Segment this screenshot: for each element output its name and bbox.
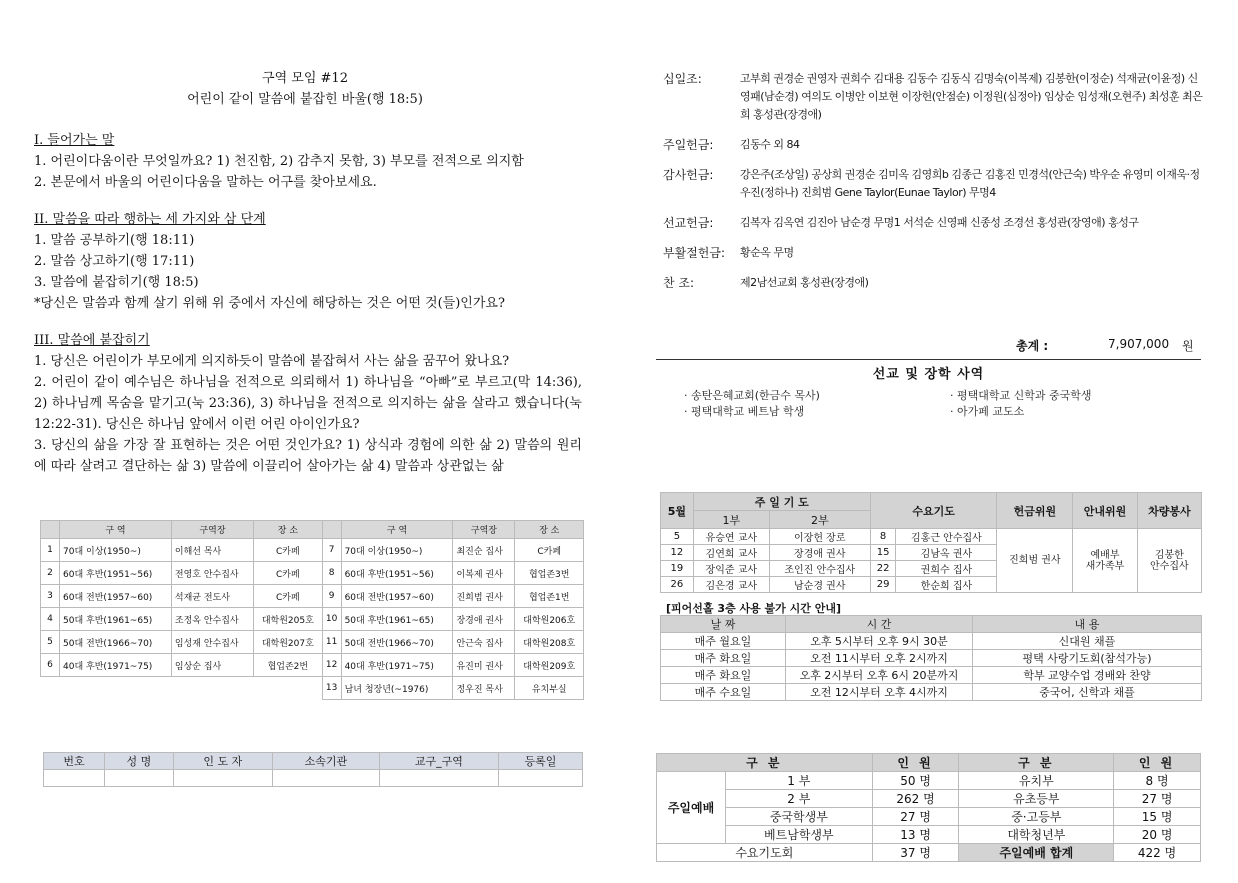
total-label: 총계 : (1016, 339, 1049, 353)
district-row (41, 585, 584, 608)
attendance-count-cell (872, 790, 959, 808)
month-label: 5월 (661, 493, 694, 529)
attendance-header-row (657, 754, 1201, 772)
sunday-date: 26 (661, 577, 694, 593)
second-service-prayer: 조인진 안수집사 (769, 561, 870, 577)
section-2-line-4: *당신은 말씀과 함께 살기 위해 위 중에서 자신에 해당하는 것은 어떤 것(들)인가요? (34, 296, 505, 311)
district-number: 10 (322, 608, 341, 631)
offering-label: 찬 조: (663, 276, 695, 290)
offering-names: 고부희 권경순 권영자 권희수 김대용 김동수 김동식 김명숙(이복제) 김봉한(이정순) 석재균(이윤정) 신영패(남순경) 여의도 이병안 이보현 이장헌(안점순) 이정원(심정아) 임상순 임성재(오현주) 최성훈 최은희 홍성관(장경애) (740, 72, 1203, 121)
district-age-group: 70대 이상(1950~) (341, 539, 453, 562)
district-leader: 이복제 권사 (453, 562, 515, 585)
attendance-count: 27 (1141, 792, 1157, 806)
offering-committee-header: 헌금위원 (997, 493, 1073, 529)
divider (656, 359, 1201, 360)
offering-row (663, 166, 1203, 202)
hall-row (661, 684, 1202, 701)
second-service-header: 2부 (769, 511, 870, 529)
attendance-count: 37 (900, 846, 916, 860)
registration-empty-row (44, 770, 583, 787)
wednesday-prayer: 한순희 집사 (896, 577, 997, 593)
attendance-count: 262 (896, 792, 920, 806)
wednesday-prayer: 김홍근 안수집사 (896, 529, 997, 545)
district-header-row (41, 521, 584, 539)
district-age-group: 50대 전반(1966~70) (341, 631, 453, 654)
mission-item: · 평택대학교 신학과 중국학생 (950, 389, 1092, 402)
vehicle-service-member: 김봉한 안수집사 (1137, 529, 1201, 593)
district-leader: 정우진 목사 (453, 677, 515, 700)
district-number: 7 (322, 539, 341, 562)
district-place: 유치부실 (515, 677, 584, 700)
place-col-header: 장 소 (254, 521, 323, 539)
mission-item: · 송탄은혜교회(한금수 목사) (684, 389, 820, 402)
sunday-date: 5 (661, 529, 694, 545)
wednesday-prayer: 권희수 집사 (896, 561, 997, 577)
district-leader: 유진미 권사 (453, 654, 515, 677)
section-1-line-2: 2. 본문에서 바울의 어린이다움을 말하는 어구를 찾아보세요. (34, 175, 377, 190)
offering-names: 김동수 외 84 (740, 138, 800, 151)
attendance-count-cell (872, 772, 959, 790)
first-service-header: 1부 (693, 511, 769, 529)
reg-name-header: 성 명 (105, 753, 174, 770)
section-1-title: I. 들어가는 말 (34, 133, 115, 148)
district-row (41, 677, 584, 700)
attendance-unit: 명 (1160, 828, 1173, 842)
attendance-unit: 명 (919, 846, 931, 860)
sunday-date: 19 (661, 561, 694, 577)
offering-committee-member: 진희범 권사 (997, 529, 1073, 593)
attendance-count-cell (1114, 808, 1201, 826)
hall-row (661, 650, 1202, 667)
hall-date: 매주 수요일 (661, 684, 786, 701)
date-header: 날 짜 (661, 616, 786, 633)
category-header: 구 분 (959, 754, 1114, 772)
district-place: 대학원208호 (515, 631, 584, 654)
hall-time: 오전 12시부터 오후 4시까지 (786, 684, 973, 701)
sunday-prayer-header: 주 일 기 도 (693, 493, 870, 511)
district-leader: 안근숙 집사 (453, 631, 515, 654)
district-row (41, 562, 584, 585)
attendance-count-cell (872, 826, 959, 844)
attendance-count: 13 (900, 828, 916, 842)
section-3-line-1: 1. 당신은 어린이가 부모에게 의지하듯이 말씀에 붙잡혀서 사는 삶을 꿈꾸어 왔나요? (34, 354, 510, 369)
attendance-count-cell (872, 844, 959, 862)
section-3-line-2: 2. 어린이 같이 예수님은 하나님을 전적으로 의뢰해서 1) 하나님을 “아빠”로 부르고(막 14:36), 2) 하나님께 목숨을 맡기고(눅 23:36), 3) 하나님을 전적으로 의지하는 삶을 살라고 했습니다(눅 12:22-31). 당신은 하나님 앞에서 이런 어린 아이인가요? (34, 375, 582, 432)
attendance-unit: 명 (1164, 846, 1177, 860)
district-number: 13 (322, 677, 341, 700)
hall-row (661, 667, 1202, 684)
district-age-group: 60대 후반(1951~56) (341, 562, 453, 585)
attendance-category: 1 부 (726, 772, 873, 790)
registration-header-row (44, 753, 583, 770)
district-leader: 전영호 안수집사 (171, 562, 253, 585)
first-service-prayer: 장익준 교사 (693, 561, 769, 577)
second-service-prayer: 장경애 권사 (769, 545, 870, 561)
offering-label: 감사헌금: (663, 168, 714, 182)
attendance-unit: 명 (1157, 774, 1169, 788)
district-row (41, 654, 584, 677)
registration-table (43, 752, 583, 787)
attendance-count: 8 (1145, 774, 1154, 788)
offering-label: 주일헌금: (663, 138, 714, 152)
section-1-line-1: 1. 어린이다움이란 무엇일까요? 1) 천진함, 2) 감추지 못함, 3) 부모를 전적으로 의지함 (34, 154, 524, 169)
mission-item: · 아가페 교도소 (950, 405, 1025, 418)
hall-content: 중국어, 신학과 채플 (973, 684, 1202, 701)
sunday-total-label: 주일예배 합계 (959, 844, 1114, 862)
district-place (254, 677, 323, 700)
offering-names: 강은주(조상일) 공상희 권경순 김미옥 김영희b 김종근 김홍진 민경석(안근숙) 박우순 유영미 이재욱·정우진(정하나) 진희범 Gene Taylor(Eunae Taylor) 무명4 (740, 168, 1200, 199)
district-place: 대학원209호 (515, 654, 584, 677)
section-2-line-2: 2. 말씀 상고하기(행 17:11) (34, 254, 195, 269)
vehicle-service-header: 차량봉사 (1137, 493, 1201, 529)
district-leader: 진희범 권사 (453, 585, 515, 608)
attendance-unit: 명 (919, 810, 931, 824)
hall-header-row (661, 616, 1202, 633)
district-place: 대학원206호 (515, 608, 584, 631)
district-number: 11 (322, 631, 341, 654)
attendance-count: 50 (900, 774, 916, 788)
district-age-group: 남녀 청장년(~1976) (341, 677, 453, 700)
attendance-category: 2 부 (726, 790, 873, 808)
district-age-group: 60대 전반(1957~60) (341, 585, 453, 608)
district-place: C카페 (254, 539, 323, 562)
attendance-row (657, 790, 1201, 808)
attendance-unit: 명 (923, 792, 935, 806)
usher-member: 예배부 새가족부 (1073, 529, 1137, 593)
hall-row (661, 633, 1202, 650)
attendance-unit: 명 (1160, 792, 1173, 806)
attendance-unit: 명 (919, 828, 931, 842)
attendance-category: 유초등부 (959, 790, 1114, 808)
study-body (34, 130, 582, 477)
district-number: 12 (322, 654, 341, 677)
wednesday-prayer-label: 수요기도회 (657, 844, 873, 862)
district-age-group: 60대 후반(1951~56) (60, 562, 172, 585)
attendance-row (657, 772, 1201, 790)
total-unit: 원 (1182, 339, 1194, 353)
district-number: 3 (41, 585, 60, 608)
district-number: 8 (322, 562, 341, 585)
attendance-summary-row (657, 844, 1201, 862)
offering-names: 김복자 김옥연 김진아 남순경 무명1 서석순 신영패 신종성 조경선 홍성관(장영애) 홍성구 (740, 216, 1139, 229)
district-age-group: 50대 후반(1961~65) (341, 608, 453, 631)
wednesday-date: 8 (870, 529, 896, 545)
first-service-prayer: 김은경 교사 (693, 577, 769, 593)
attendance-category: 대학청년부 (959, 826, 1114, 844)
content-header: 내 용 (973, 616, 1202, 633)
reg-guide-header: 인 도 자 (173, 753, 272, 770)
hall-date: 매주 월요일 (661, 633, 786, 650)
mission-title: 선교 및 장학 사역 (872, 367, 985, 382)
district-place: 협업존2번 (254, 654, 323, 677)
study-title-block (30, 68, 580, 110)
total-amount: 7,907,000 (1108, 337, 1170, 351)
district-number (41, 677, 60, 700)
district-leader (171, 677, 253, 700)
offering-row (663, 136, 1203, 154)
district-place: C카페 (254, 585, 323, 608)
offering-label: 십일조: (663, 72, 702, 86)
district-table (40, 520, 584, 700)
wednesday-prayer: 김남옥 권사 (896, 545, 997, 561)
hall-time: 오후 2시부터 오후 6시 20분까지 (786, 667, 973, 684)
count-header: 인 원 (872, 754, 959, 772)
district-number: 2 (41, 562, 60, 585)
hall-content: 평택 사랑기도회(참석가능) (973, 650, 1202, 667)
usher-header: 안내위원 (1073, 493, 1137, 529)
attendance-count: 20 (1141, 828, 1157, 842)
district-place: 협업존3번 (515, 562, 584, 585)
district-row (41, 539, 584, 562)
section-3-line-3: 3. 당신의 삶을 가장 잘 표현하는 것은 어떤 것인가요? 1) 상식과 경험에 의한 삶 2) 말씀의 원리에 따라 살려고 결단하는 삶 3) 말씀에 이끌리어 살아가는 삶 4) 말씀과 상관없는 삶 (34, 438, 582, 474)
hall-notice-title: [피어선홀 3층 사용 불가 시간 안내] (666, 602, 841, 615)
category-header: 구 분 (657, 754, 873, 772)
section-2-title: II. 말씀을 따라 행하는 세 가지와 삼 단계 (34, 212, 266, 227)
attendance-count-cell (1114, 826, 1201, 844)
reg-number-header: 번호 (44, 753, 105, 770)
section-2-line-3: 3. 말씀에 붙잡히기(행 18:5) (34, 275, 199, 290)
count-header: 인 원 (1114, 754, 1201, 772)
district-place: 대학원207호 (254, 631, 323, 654)
time-header: 시 간 (786, 616, 973, 633)
offering-row (663, 70, 1203, 124)
section-3-title: III. 말씀에 붙잡히기 (34, 333, 150, 348)
district-row (41, 608, 584, 631)
prayer-schedule-table (660, 492, 1202, 593)
offerings-list (663, 70, 1203, 304)
attendance-count: 15 (1141, 810, 1157, 824)
district-leader: 장경애 권사 (453, 608, 515, 631)
attendance-count: 422 (1137, 846, 1161, 860)
leader-col-header: 구역장 (453, 521, 515, 539)
offering-row (663, 214, 1203, 232)
hall-date: 매주 화요일 (661, 667, 786, 684)
district-number: 4 (41, 608, 60, 631)
hall-schedule-table (660, 615, 1202, 701)
prayer-row (661, 529, 1202, 545)
attendance-table (656, 753, 1201, 862)
attendance-row (657, 808, 1201, 826)
district-number: 1 (41, 539, 60, 562)
second-service-prayer: 남순경 권사 (769, 577, 870, 593)
district-number: 9 (322, 585, 341, 608)
district-leader: 임성재 안수집사 (171, 631, 253, 654)
district-age-group: 40대 후반(1971~75) (341, 654, 453, 677)
sunday-worship-group: 주일예배 (657, 772, 726, 844)
district-place: 대학원205호 (254, 608, 323, 631)
hall-content: 학부 교양수업 경배와 찬양 (973, 667, 1202, 684)
attendance-unit: 명 (1160, 810, 1173, 824)
attendance-unit: 명 (919, 774, 931, 788)
wednesday-prayer-header: 수요기도 (870, 493, 997, 529)
wednesday-date: 29 (870, 577, 896, 593)
district-leader: 조정옥 안수집사 (171, 608, 253, 631)
district-age-group: 70대 이상(1950~) (60, 539, 172, 562)
second-service-prayer: 이장헌 장로 (769, 529, 870, 545)
study-subtitle: 어린이 같이 말씀에 붙잡힌 바울(행 18:5) (187, 92, 423, 107)
study-title: 구역 모임 #12 (262, 71, 348, 86)
district-number: 6 (41, 654, 60, 677)
prayer-header-row (661, 493, 1202, 511)
district-age-group: 50대 후반(1961~65) (60, 608, 172, 631)
district-age-group: 40대 후반(1971~75) (60, 654, 172, 677)
mission-item: · 평택대학교 베트남 학생 (684, 405, 805, 418)
district-number: 5 (41, 631, 60, 654)
district-age-group: 50대 전반(1966~70) (60, 631, 172, 654)
hall-content: 신대원 채플 (973, 633, 1202, 650)
first-service-prayer: 김연희 교사 (693, 545, 769, 561)
attendance-count: 27 (900, 810, 916, 824)
district-leader: 석재균 전도사 (171, 585, 253, 608)
leader-col-header: 구역장 (171, 521, 253, 539)
attendance-row (657, 826, 1201, 844)
offering-names: 제2남선교회 홍성관(장경애) (740, 276, 869, 289)
attendance-count-cell (1114, 790, 1201, 808)
offering-label: 부활절헌금: (663, 246, 726, 260)
attendance-count-cell (1114, 772, 1201, 790)
offering-row (663, 244, 1203, 262)
district-leader: 최진순 집사 (453, 539, 515, 562)
wednesday-date: 15 (870, 545, 896, 561)
offering-label: 선교헌금: (663, 216, 714, 230)
attendance-count-cell (872, 808, 959, 826)
district-place: C카페 (254, 562, 323, 585)
offering-names: 황순옥 무명 (740, 246, 794, 259)
district-leader: 이해선 목사 (171, 539, 253, 562)
district-place: C카페 (515, 539, 584, 562)
hall-date: 매주 화요일 (661, 650, 786, 667)
hall-time: 오전 11시부터 오후 2시까지 (786, 650, 973, 667)
district-age-group (60, 677, 172, 700)
attendance-category: 유치부 (959, 772, 1114, 790)
place-col-header: 장 소 (515, 521, 584, 539)
attendance-count-cell (1114, 844, 1201, 862)
attendance-category: 중·고등부 (959, 808, 1114, 826)
reg-org-header: 소속기관 (272, 753, 379, 770)
district-age-group: 60대 전반(1957~60) (60, 585, 172, 608)
sunday-date: 12 (661, 545, 694, 561)
attendance-category: 중국학생부 (726, 808, 873, 826)
first-service-prayer: 유승연 교사 (693, 529, 769, 545)
offering-row (663, 274, 1203, 292)
district-place: 협업존1번 (515, 585, 584, 608)
district-row (41, 631, 584, 654)
section-2-line-1: 1. 말씀 공부하기(행 18:11) (34, 233, 195, 248)
hall-time: 오후 5시부터 오후 9시 30분 (786, 633, 973, 650)
wednesday-date: 22 (870, 561, 896, 577)
district-col-header: 구 역 (341, 521, 453, 539)
district-leader: 임상순 집사 (171, 654, 253, 677)
reg-district-header: 교구_구역 (379, 753, 498, 770)
attendance-category: 베트남학생부 (726, 826, 873, 844)
reg-date-header: 등록일 (498, 753, 582, 770)
district-col-header: 구 역 (60, 521, 172, 539)
